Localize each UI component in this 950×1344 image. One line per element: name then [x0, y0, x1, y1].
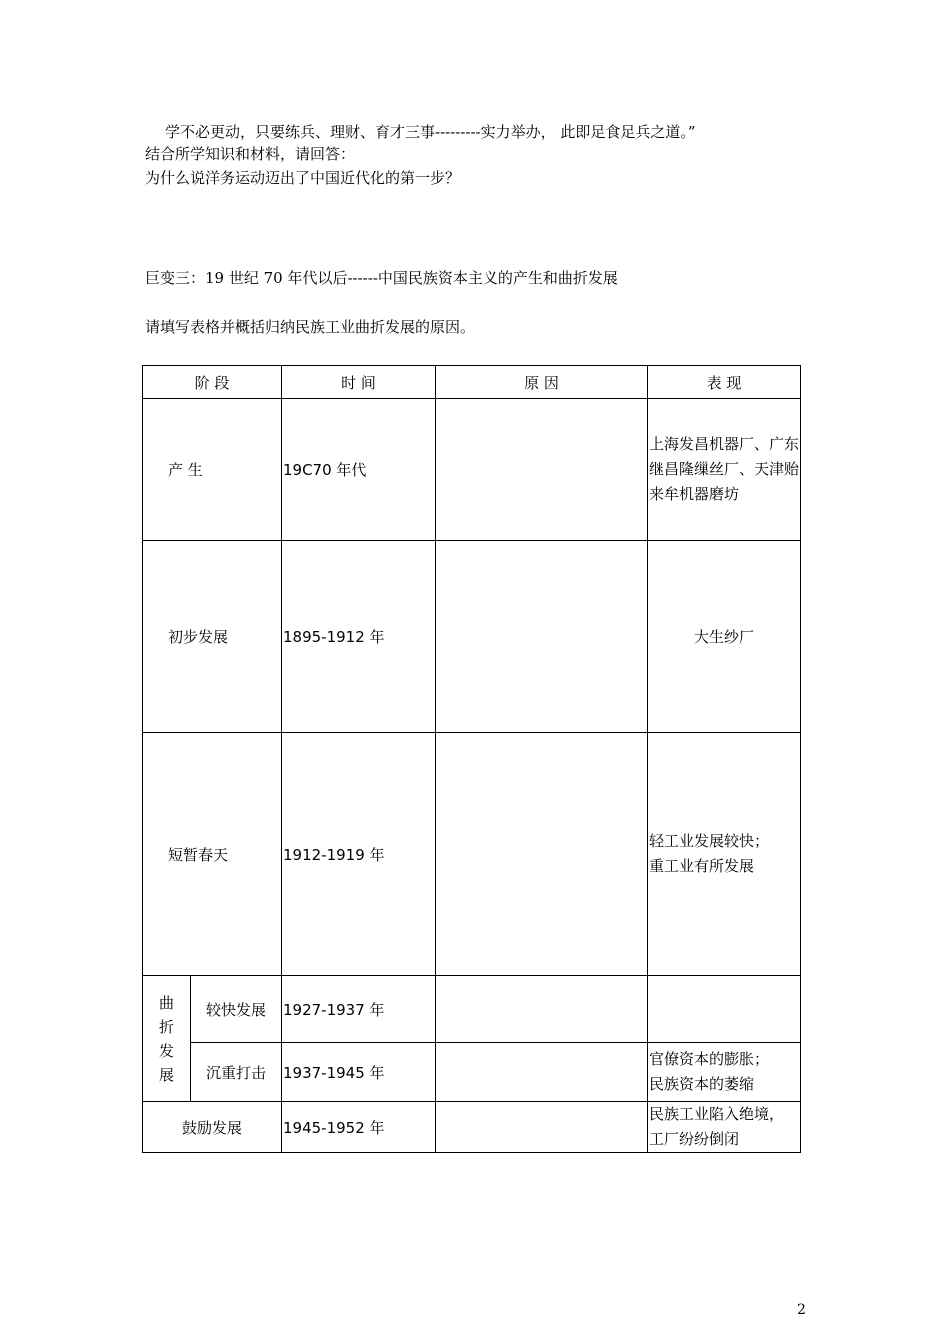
group-label-tortuous [143, 976, 191, 1102]
stage-cell: 短暂春天 [143, 733, 282, 976]
reason-cell[interactable] [436, 733, 648, 976]
time-cell: 19C70 年代 [282, 399, 436, 541]
table-row [143, 541, 801, 733]
time-cell: 1937-1945 年 [282, 1043, 436, 1102]
stage-table [142, 365, 801, 1153]
performance-cell [648, 1043, 801, 1102]
table-row [143, 1043, 801, 1102]
instruction-line: 请填写表格并概括归纳民族工业曲折发展的原因。 [145, 318, 476, 336]
page-number: 2 [797, 1302, 806, 1318]
table-header-row [143, 366, 801, 399]
group-char: 展 [158, 1065, 174, 1084]
stage-cell: 产 生 [143, 399, 282, 541]
header-stage: 阶 段 [143, 366, 282, 399]
stage-cell: 较快发展 [191, 976, 282, 1043]
performance-line: 重工业有所发展 [649, 857, 755, 875]
performance-line: 民族资本的萎缩 [649, 1075, 755, 1093]
reason-cell[interactable] [436, 1102, 648, 1153]
performance-cell [648, 1102, 801, 1153]
performance-line: 官僚资本的膨胀； [649, 1050, 770, 1068]
group-char: 发 [158, 1041, 174, 1060]
question-line: 为什么说洋务运动迈出了中国近代化的第一步？ [145, 169, 461, 187]
reason-cell[interactable] [436, 976, 648, 1043]
table-row [143, 1102, 801, 1153]
group-char: 曲 [158, 993, 174, 1012]
table-row [143, 733, 801, 976]
stage-cell: 鼓励发展 [143, 1102, 282, 1153]
header-performance: 表 现 [648, 366, 801, 399]
table-row [143, 976, 801, 1043]
performance-line: 民族工业陷入绝境， [649, 1105, 785, 1123]
group-char: 折 [158, 1017, 174, 1036]
time-cell: 1895-1912 年 [282, 541, 436, 733]
prompt-line: 结合所学知识和材料，请回答： [145, 145, 356, 163]
reason-cell[interactable] [436, 541, 648, 733]
performance-line: 工厂纷纷倒闭 [649, 1130, 740, 1148]
performance-cell: 大生纱厂 [648, 541, 801, 733]
header-reason: 原 因 [436, 366, 648, 399]
performance-cell [648, 733, 801, 976]
section-title: 巨变三：19 世纪 70 年代以后------中国民族资本主义的产生和曲折发展 [145, 269, 618, 287]
performance-cell[interactable] [648, 976, 801, 1043]
table-row [143, 399, 801, 541]
time-cell: 1945-1952 年 [282, 1102, 436, 1153]
reason-cell[interactable] [436, 1043, 648, 1102]
time-cell: 1927-1937 年 [282, 976, 436, 1043]
stage-cell: 沉重打击 [191, 1043, 282, 1102]
performance-line: 轻工业发展较快； [649, 832, 770, 850]
reason-cell[interactable] [436, 399, 648, 541]
performance-cell: 上海发昌机器厂、广东继昌隆缫丝厂、天津贻来牟机器磨坊 [648, 399, 801, 541]
header-time: 时 间 [282, 366, 436, 399]
stage-cell: 初步发展 [143, 541, 282, 733]
time-cell: 1912-1919 年 [282, 733, 436, 976]
quote-line: 学不必更动，只要练兵、理财、育才三事---------实力举办， 此即足食足兵之道。” [165, 123, 696, 141]
